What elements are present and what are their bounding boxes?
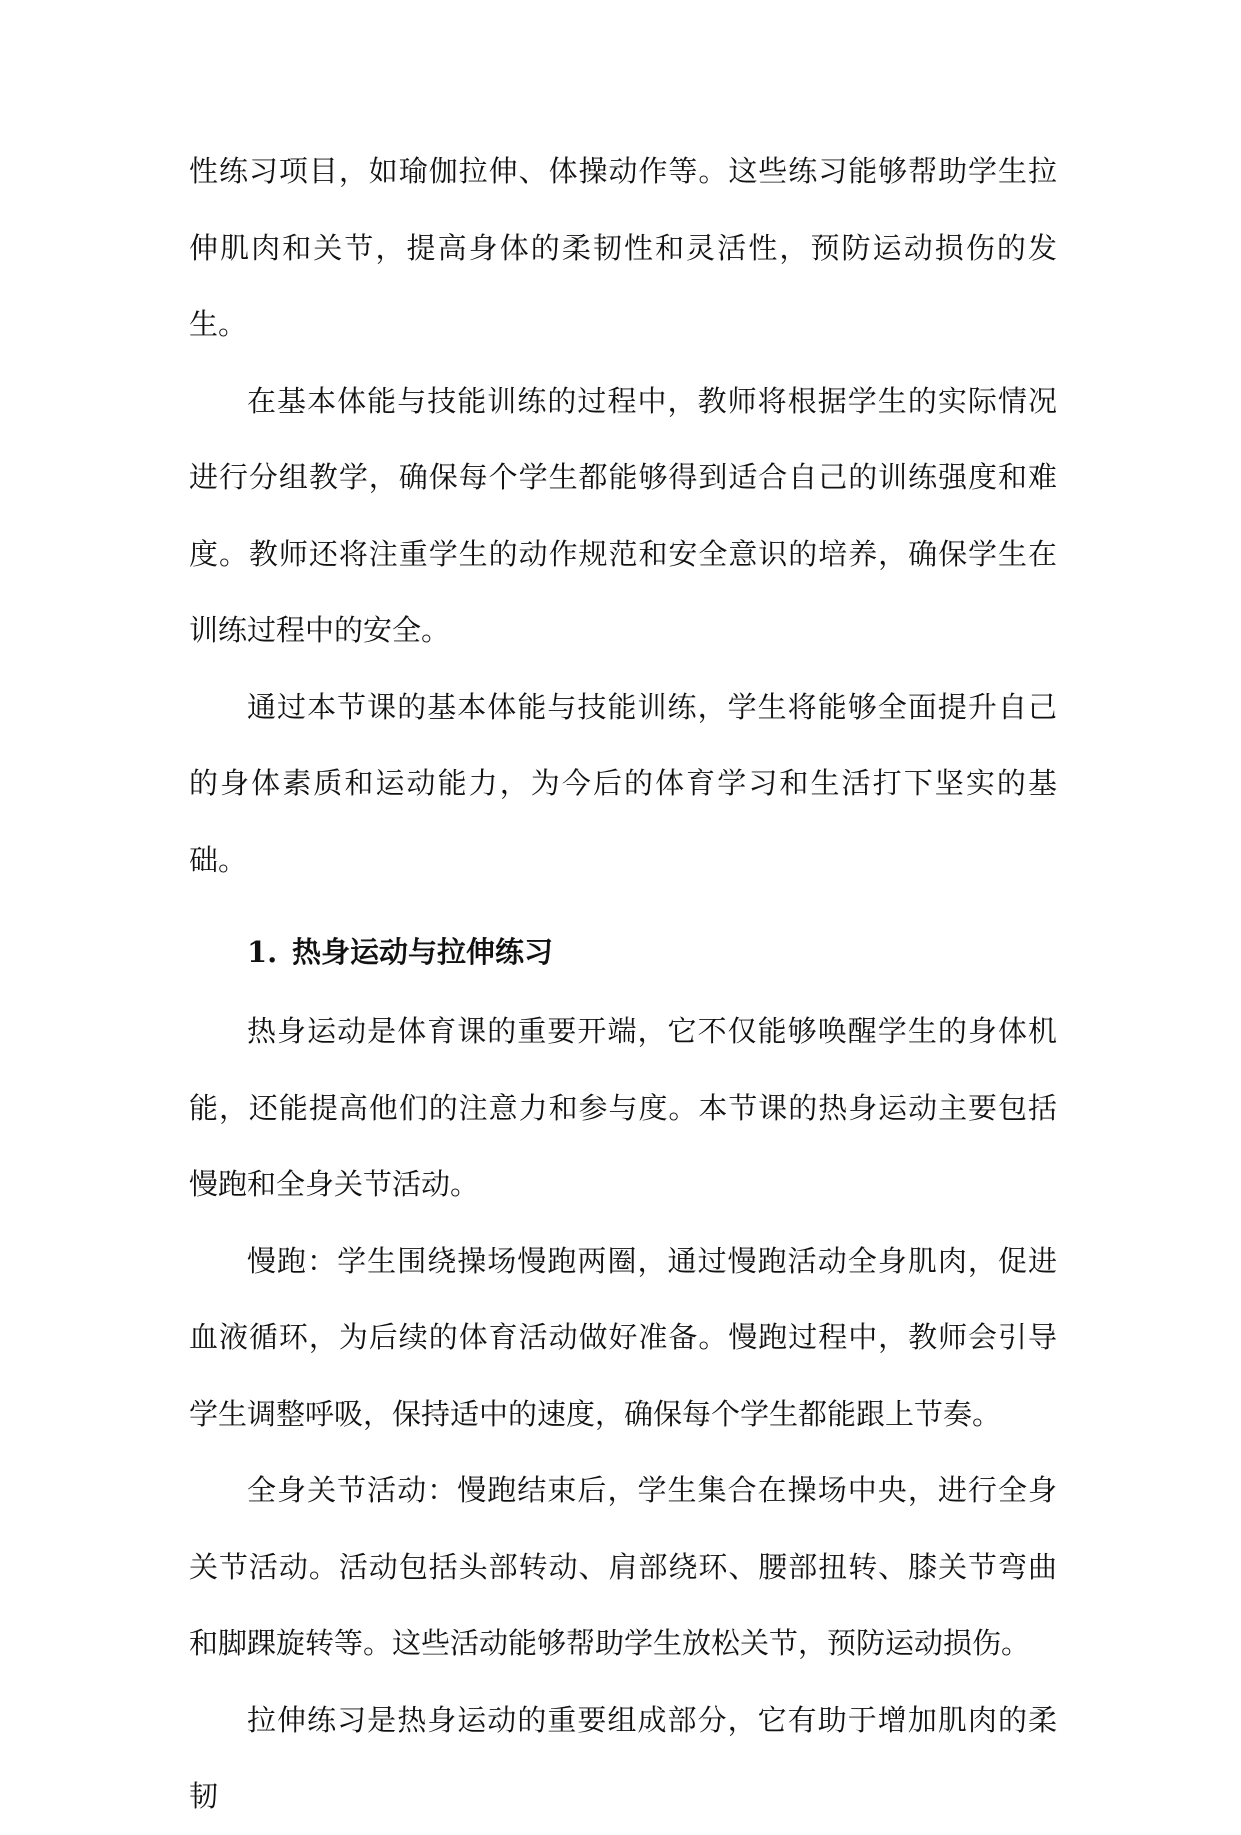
paragraph-jogging: 慢跑：学生围绕操场慢跑两圈，通过慢跑活动全身肌肉，促进血液循环，为后续的体育活动做好准备。慢跑过程中，教师会引导学生调整呼吸，保持适中的速度，确保每个学生都能跟上节奏。 bbox=[189, 1243, 1057, 1431]
section-title: 热身运动与拉伸练习 bbox=[292, 935, 554, 969]
document-body bbox=[189, 133, 1057, 1835]
paragraph-training-summary: 通过本节课的基本体能与技能训练，学生将能够全面提升自己的身体素质和运动能力，为今后的体育学习和生活打下坚实的基础。 bbox=[189, 689, 1057, 877]
section-heading bbox=[189, 911, 1057, 993]
paragraph-warmup-intro: 热身运动是体育课的重要开端，它不仅能够唤醒学生的身体机能，还能提高他们的注意力和参与度。本节课的热身运动主要包括慢跑和全身关节活动。 bbox=[189, 1014, 1057, 1201]
paragraph-continued: 性练习项目，如瑜伽拉伸、体操动作等。这些练习能够帮助学生拉伸肌肉和关节，提高身体的柔韧性和灵活性，预防运动损伤的发生。 bbox=[189, 154, 1057, 341]
section-number: 1. bbox=[247, 935, 278, 969]
paragraph-stretching: 拉伸练习是热身运动的重要组成部分，它有助于增加肌肉的柔韧 bbox=[189, 1702, 1057, 1813]
paragraph-joint-activity: 全身关节活动：慢跑结束后，学生集合在操场中央，进行全身关节活动。活动包括头部转动、肩部绕环、腰部扭转、膝关节弯曲和脚踝旋转等。这些活动能够帮助学生放松关节，预防运动损伤。 bbox=[189, 1473, 1057, 1660]
paragraph-training-process: 在基本体能与技能训练的过程中，教师将根据学生的实际情况进行分组教学，确保每个学生都能够得到适合自己的训练强度和难度。教师还将注重学生的动作规范和安全意识的培养，确保学生在训练过程中的安全。 bbox=[189, 383, 1057, 647]
